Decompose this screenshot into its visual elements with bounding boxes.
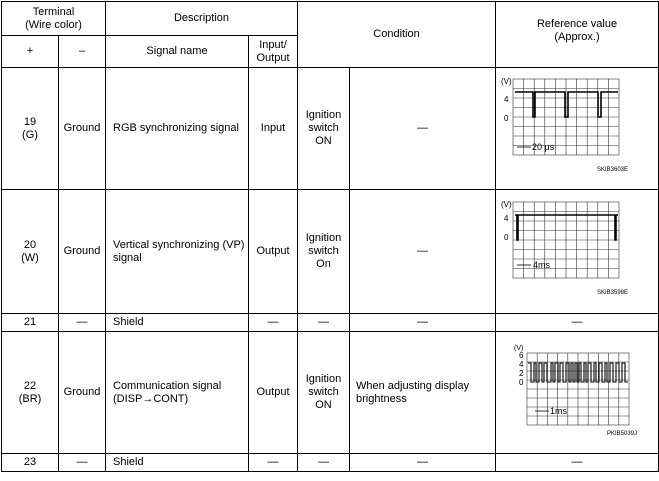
table-row (2, 68, 659, 190)
header-signal-name: Signal name (106, 36, 249, 68)
ground-cell: — (59, 314, 106, 332)
terminal-cell: 23 (2, 454, 59, 472)
terminal-cell: 21 (2, 314, 59, 332)
scope-time-label: 1ms (550, 405, 568, 416)
condition-detail-cell: — (350, 454, 496, 472)
condition-detail-cell: — (350, 314, 496, 332)
terminal-cell: 22 (BR) (2, 332, 59, 454)
scope-time-label: 4ms (533, 259, 551, 270)
header-description: Description (106, 2, 298, 36)
table-row (2, 314, 659, 332)
reference-cell (496, 68, 659, 190)
header-io: Input/ Output (249, 36, 298, 68)
io-cell: Input (249, 68, 298, 190)
scope-y-4: 4 (504, 213, 509, 223)
table-row (2, 454, 659, 472)
ground-cell: Ground (59, 190, 106, 314)
signal-name-cell: RGB synchronizing signal (106, 68, 249, 190)
terminal-cell: 19 (G) (2, 68, 59, 190)
scope-unit: (V) (514, 344, 524, 352)
scope-y-2: 2 (519, 368, 524, 378)
reference-cell: — (496, 454, 659, 472)
header-reference: Reference value (Approx.) (496, 2, 659, 68)
signal-name-cell: Shield (106, 314, 249, 332)
condition-cell: Ignition switch ON (298, 68, 350, 190)
io-cell: — (249, 314, 298, 332)
io-cell: Output (249, 332, 298, 454)
condition-cell: Ignition switch On (298, 190, 350, 314)
scope-y-6: 6 (519, 350, 524, 360)
ground-cell: — (59, 454, 106, 472)
oscilloscope-waveform (497, 339, 657, 443)
header-minus: – (59, 36, 106, 68)
condition-cell: Ignition switch ON (298, 332, 350, 454)
scope-unit: (V) (501, 199, 512, 209)
table-row (2, 332, 659, 454)
header-terminal: Terminal (Wire color) (2, 2, 106, 36)
signal-name-cell: Shield (106, 454, 249, 472)
scope-y-4: 4 (519, 359, 524, 369)
terminal-cell: 20 (W) (2, 190, 59, 314)
condition-cell: — (298, 314, 350, 332)
reference-cell (496, 332, 659, 454)
scope-y-0: 0 (504, 232, 509, 242)
condition-detail-cell: When adjusting display brightness (350, 332, 496, 454)
figure-id: PKIB5039J (607, 430, 638, 437)
condition-detail-cell: — (350, 190, 496, 314)
oscilloscope-waveform (497, 75, 657, 179)
io-cell: Output (249, 190, 298, 314)
reference-cell: — (496, 314, 659, 332)
scope-time-label: 20 μs (532, 141, 555, 152)
ground-cell: Ground (59, 68, 106, 190)
signal-name-cell: Communication signal (DISP→CONT) (106, 332, 249, 454)
signal-name-cell: Vertical synchronizing (VP) signal (106, 190, 249, 314)
header-plus: + (2, 36, 59, 68)
figure-id: SKIB3603E (597, 166, 629, 173)
table-row (2, 190, 659, 314)
reference-cell (496, 190, 659, 314)
scope-unit: (V) (501, 76, 512, 86)
scope-y-4: 4 (504, 94, 509, 104)
io-cell: — (249, 454, 298, 472)
scope-y-0: 0 (504, 113, 509, 123)
condition-detail-cell: — (350, 68, 496, 190)
terminal-table (1, 1, 659, 472)
figure-id: SKIB3598E (597, 289, 629, 296)
scope-y-0: 0 (519, 377, 524, 387)
condition-cell: — (298, 454, 350, 472)
oscilloscope-waveform (497, 198, 657, 302)
header-condition: Condition (298, 2, 496, 68)
ground-cell: Ground (59, 332, 106, 454)
